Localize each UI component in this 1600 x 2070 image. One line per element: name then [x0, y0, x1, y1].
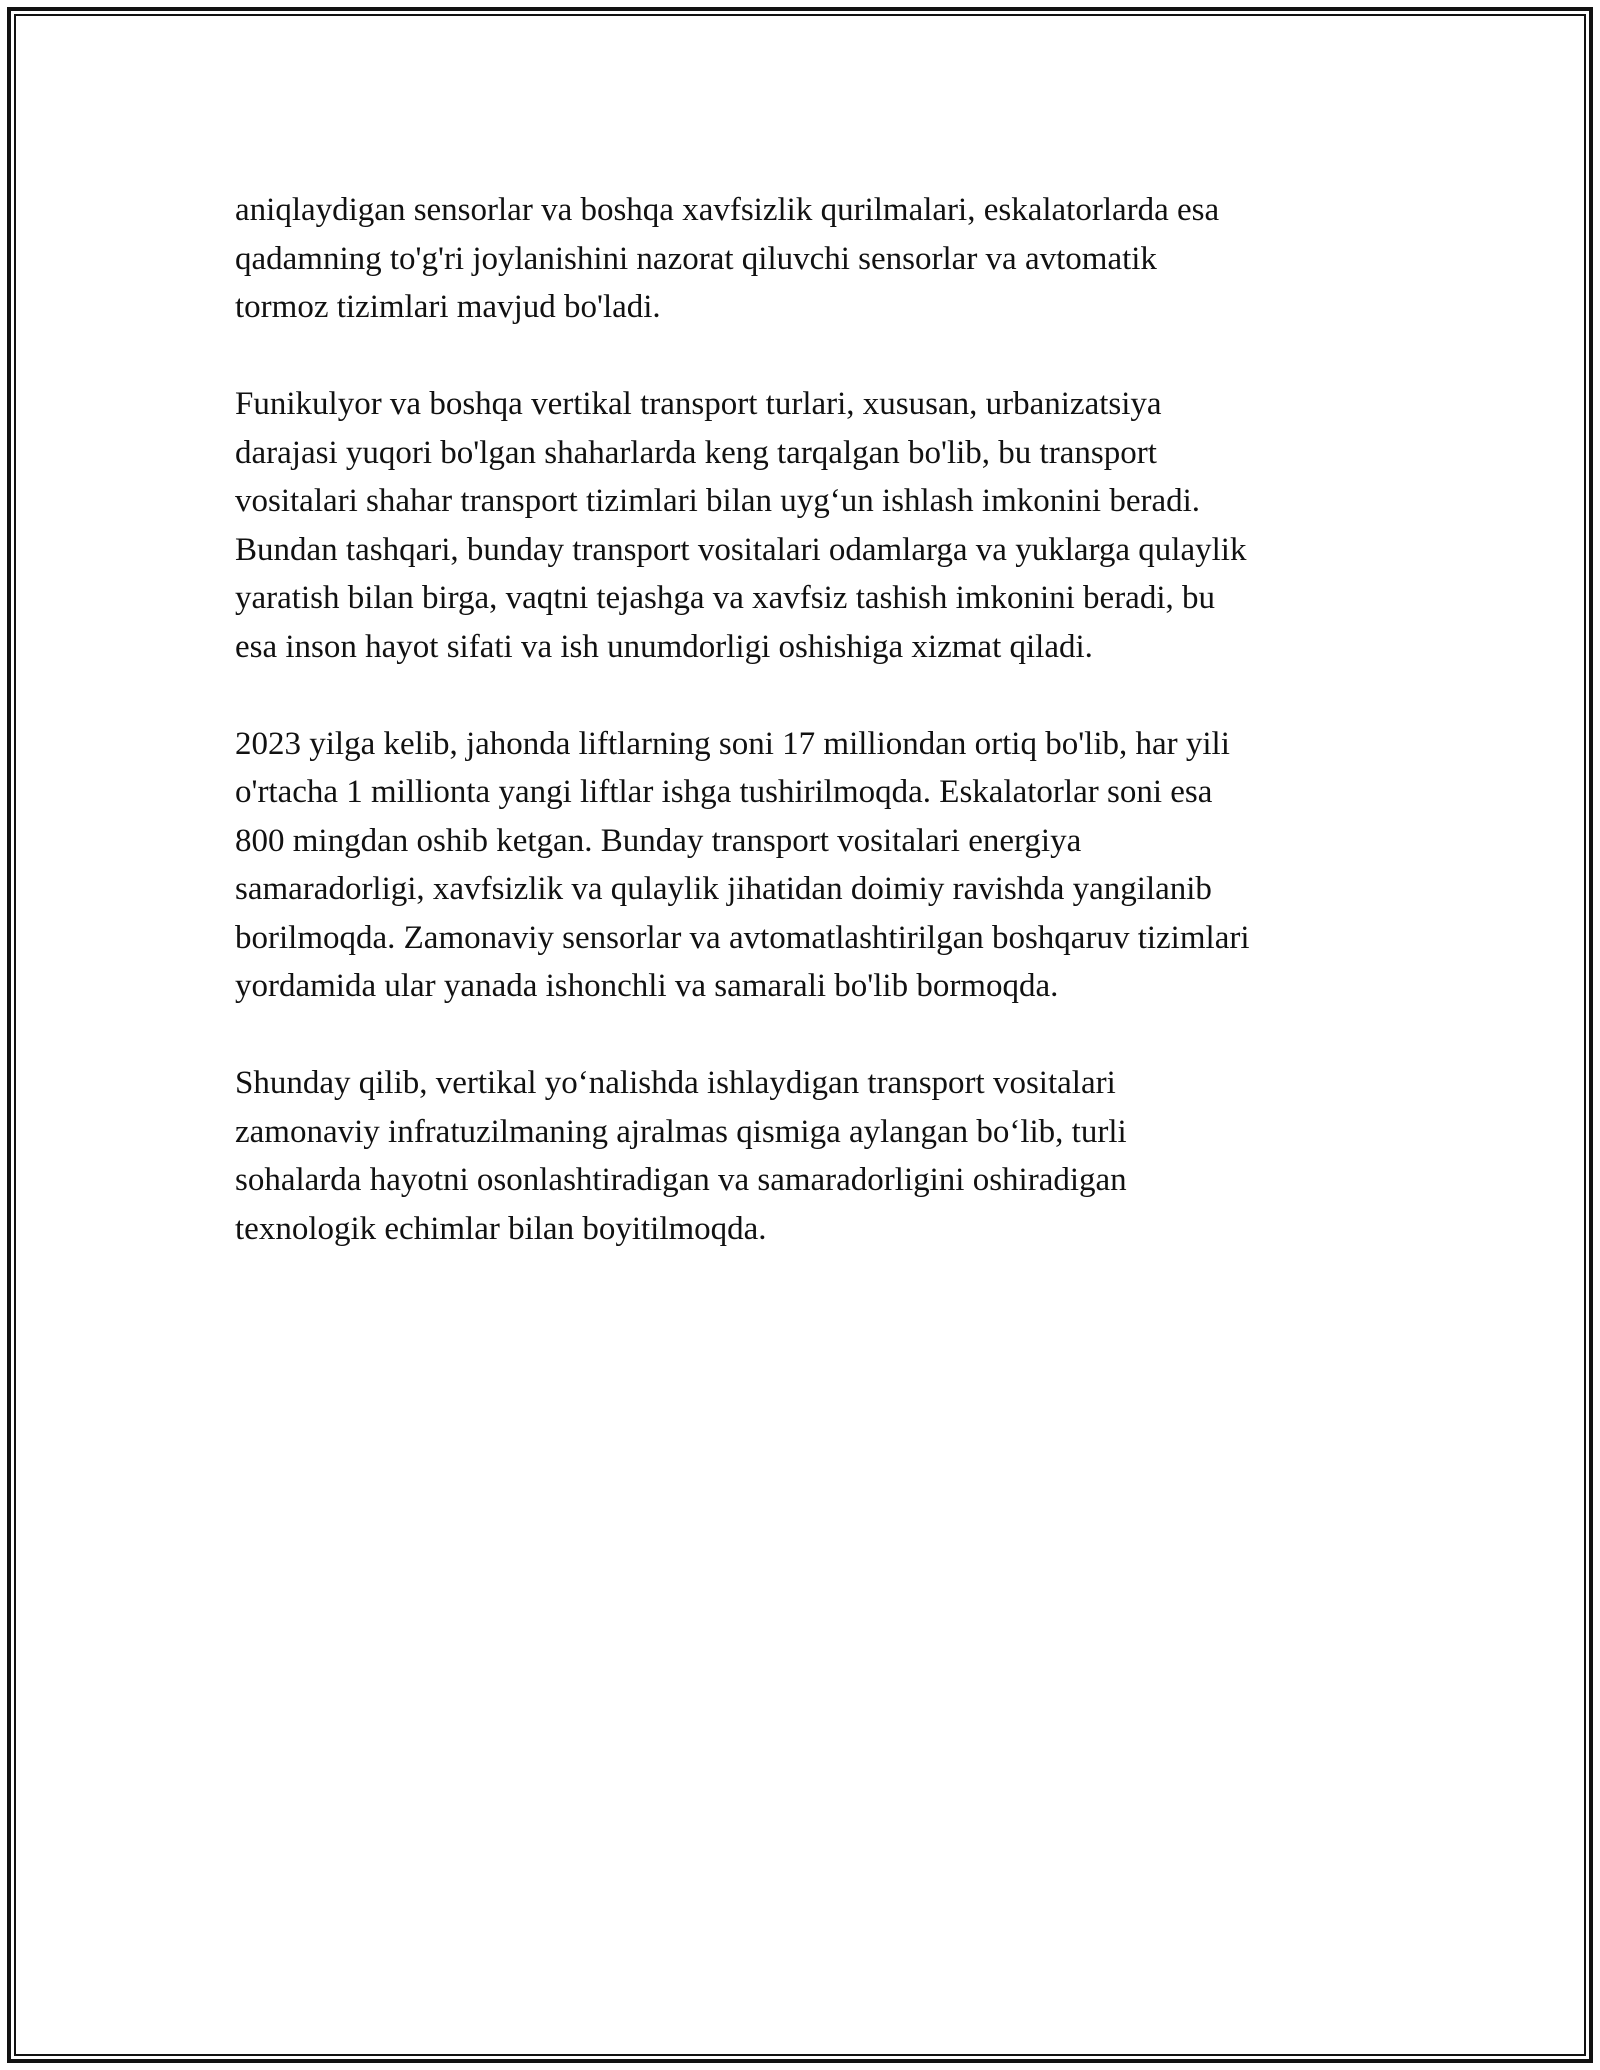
paragraph-conclusion: Shunday qilib, vertikal yo‘nalishda ishlaydigan transport vositalari zamonaviy infratuzilmaning ajralmas qismiga aylangan bo‘lib, turli sohalarda hayotni osonlashtiradigan va samaradorligini oshiradigan texnologik echimlar bilan boyitilmoqda. — [235, 1065, 1127, 1247]
paragraph-elevator-statistics: 2023 yilga kelib, jahonda liftlarning soni 17 milliondan ortiq bo'lib, har yili o'rtacha 1 millionta yangi liftlar ishga tushirilmoqda. Eskalatorlar soni esa 800 mingdan oshib ketgan. Bunday transport vositalari energiya samaradorligi, xavfsizlik va qulaylik jihatidan doimiy ravishda yangilanib borilmoqda. Zamonaviy sensorlar va avtomatlashtirilgan boshqaruv tizimlari yordamida ular yanada ishonchli va samarali bo'lib bormoqda. — [235, 725, 1250, 1004]
paragraph-funicular-transport: Funikulyor va boshqa vertikal transport turlari, xususan, urbanizatsiya darajasi yuqori bo'lgan shaharlarda keng tarqalgan bo'lib, bu transport vositalari shahar transport tizimlari bilan uyg‘un ishlash imkonini beradi. Bundan tashqari, bunday transport vositalari odamlarga va yuklarga qulaylik yaratish bilan birga, vaqtni tejashga va xavfsiz tashish imkonini beradi, bu esa inson hayot sifati va ish unumdorligi oshishiga xizmat qiladi. — [235, 386, 1247, 665]
page-content — [235, 186, 1370, 1302]
paragraph-safety-devices: aniqlaydigan sensorlar va boshqa xavfsizlik qurilmalari, eskalatorlarda esa qadamning to'g'ri joylanishini nazorat qiluvchi sensorlar va avtomatik tormoz tizimlari mavjud bo'ladi. — [235, 192, 1220, 325]
